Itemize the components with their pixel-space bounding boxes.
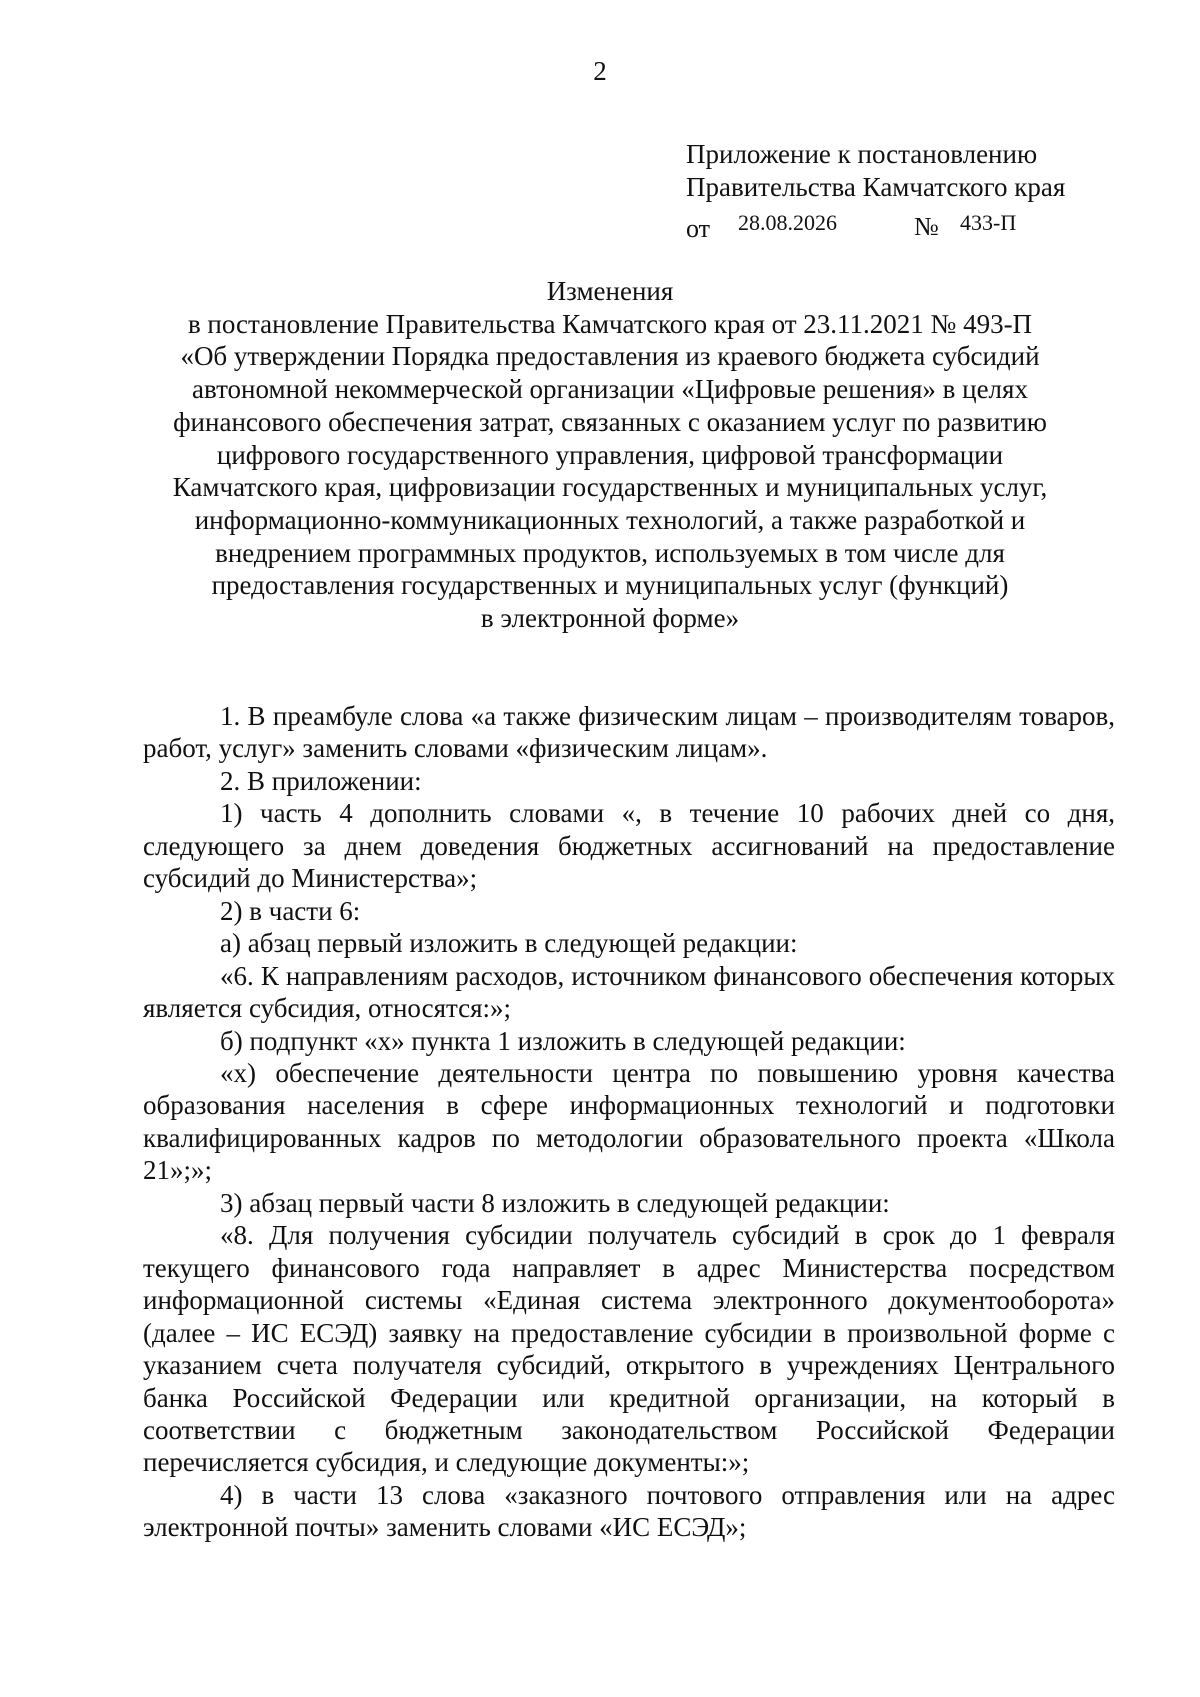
paragraph-2-3-text: «8. Для получения субсидии получатель субсидий в срок до 1 февраля текущего финансового года направляет в адрес Министерства посредством информационной системы «Единая система электронного документооборота» (далее – ИС ЕСЭД) заявку на предоставление субсидии в произвольной форме с указанием счета получателя субсидий, открытого в учреждениях Центрального банка Российской Федерации или кредитной организации, на который в соответствии с бюджетным законодательством Российской Федерации перечисляется субсидия, и следующие документы:»; — [143, 1220, 1115, 1478]
title-line: внедрением программных продуктов, используемых в том числе для — [215, 537, 1005, 568]
appendix-line-2: Правительства Камчатского края — [686, 172, 1066, 202]
title-line: предоставления государственных и муниципальных услуг (функций) — [211, 570, 1009, 601]
paragraph-2-2-b: б) подпункт «х» пункта 1 изложить в следующей редакции: — [220, 1025, 906, 1056]
decree-number: 433-П — [960, 210, 1017, 235]
paragraph-2-4: 4) в части 13 слова «заказного почтового отправления или на адрес электронной почты» заменить словами «ИС ЕСЭД»; — [143, 1479, 1115, 1543]
document-body — [143, 700, 1115, 1544]
paragraph-1: 1. В преамбуле слова «а также физическим лицам – производителям товаров, работ, услуг» заменить словами «физическим лицам». — [143, 701, 1115, 764]
title-line: автономной некоммерческой организации «Цифровые решения» в целях — [192, 374, 1028, 405]
appendix-line-1: Приложение к постановлению — [686, 139, 1038, 169]
paragraph-2-3: 3) абзац первый части 8 изложить в следующей редакции: — [220, 1187, 890, 1218]
appendix-header — [686, 138, 1065, 246]
paragraph-2-2-b-text: «х) обеспечение деятельности центра по повышению уровня качества образования населения в сфере информационных технологий и подготовки квалифицированных кадров по методологии образовательного проекта «Школа 21»;»; — [143, 1057, 1115, 1186]
title-line: в электронной форме» — [480, 603, 740, 634]
decree-date-number-row — [686, 206, 1065, 246]
title-line: цифрового государственного управления, цифровой трансформации — [216, 439, 1004, 470]
title-line: в постановление Правительства Камчатского края от 23.11.2021 № 493-П — [187, 308, 1033, 339]
paragraph-2-2: 2) в части 6: — [220, 895, 361, 926]
title-heading: Изменения — [546, 276, 674, 306]
title-line: Камчатского края, цифровизации государственных и муниципальных услуг, — [172, 472, 1048, 503]
title-line: финансового обеспечения затрат, связанных с оказанием услуг по развитию — [173, 406, 1047, 437]
paragraph-2-2-a: а) абзац первый изложить в следующей редакции: — [220, 928, 798, 959]
paragraph-2: 2. В приложении: — [220, 765, 422, 796]
paragraph-2-2-a-text: «6. К направлениям расходов, источником финансового обеспечения которых является субсидия, относятся:»; — [143, 960, 1115, 1024]
number-sign: № — [914, 212, 939, 241]
title-line: информационно-коммуникационных технологий, а также разработкой и — [194, 504, 1026, 535]
decree-date: 28.08.2026 — [738, 210, 837, 235]
from-label: от — [686, 214, 711, 243]
paragraph-2-1: 1) часть 4 дополнить словами «, в течение 10 рабочих дней со дня, следующего за днем доведения бюджетных ассигнований на предоставление субсидий до Министерства»; — [143, 798, 1115, 894]
page-number: 2 — [593, 56, 607, 86]
document-title — [140, 275, 1080, 635]
title-line: «Об утверждении Порядка предоставления из краевого бюджета субсидий — [180, 341, 1040, 372]
